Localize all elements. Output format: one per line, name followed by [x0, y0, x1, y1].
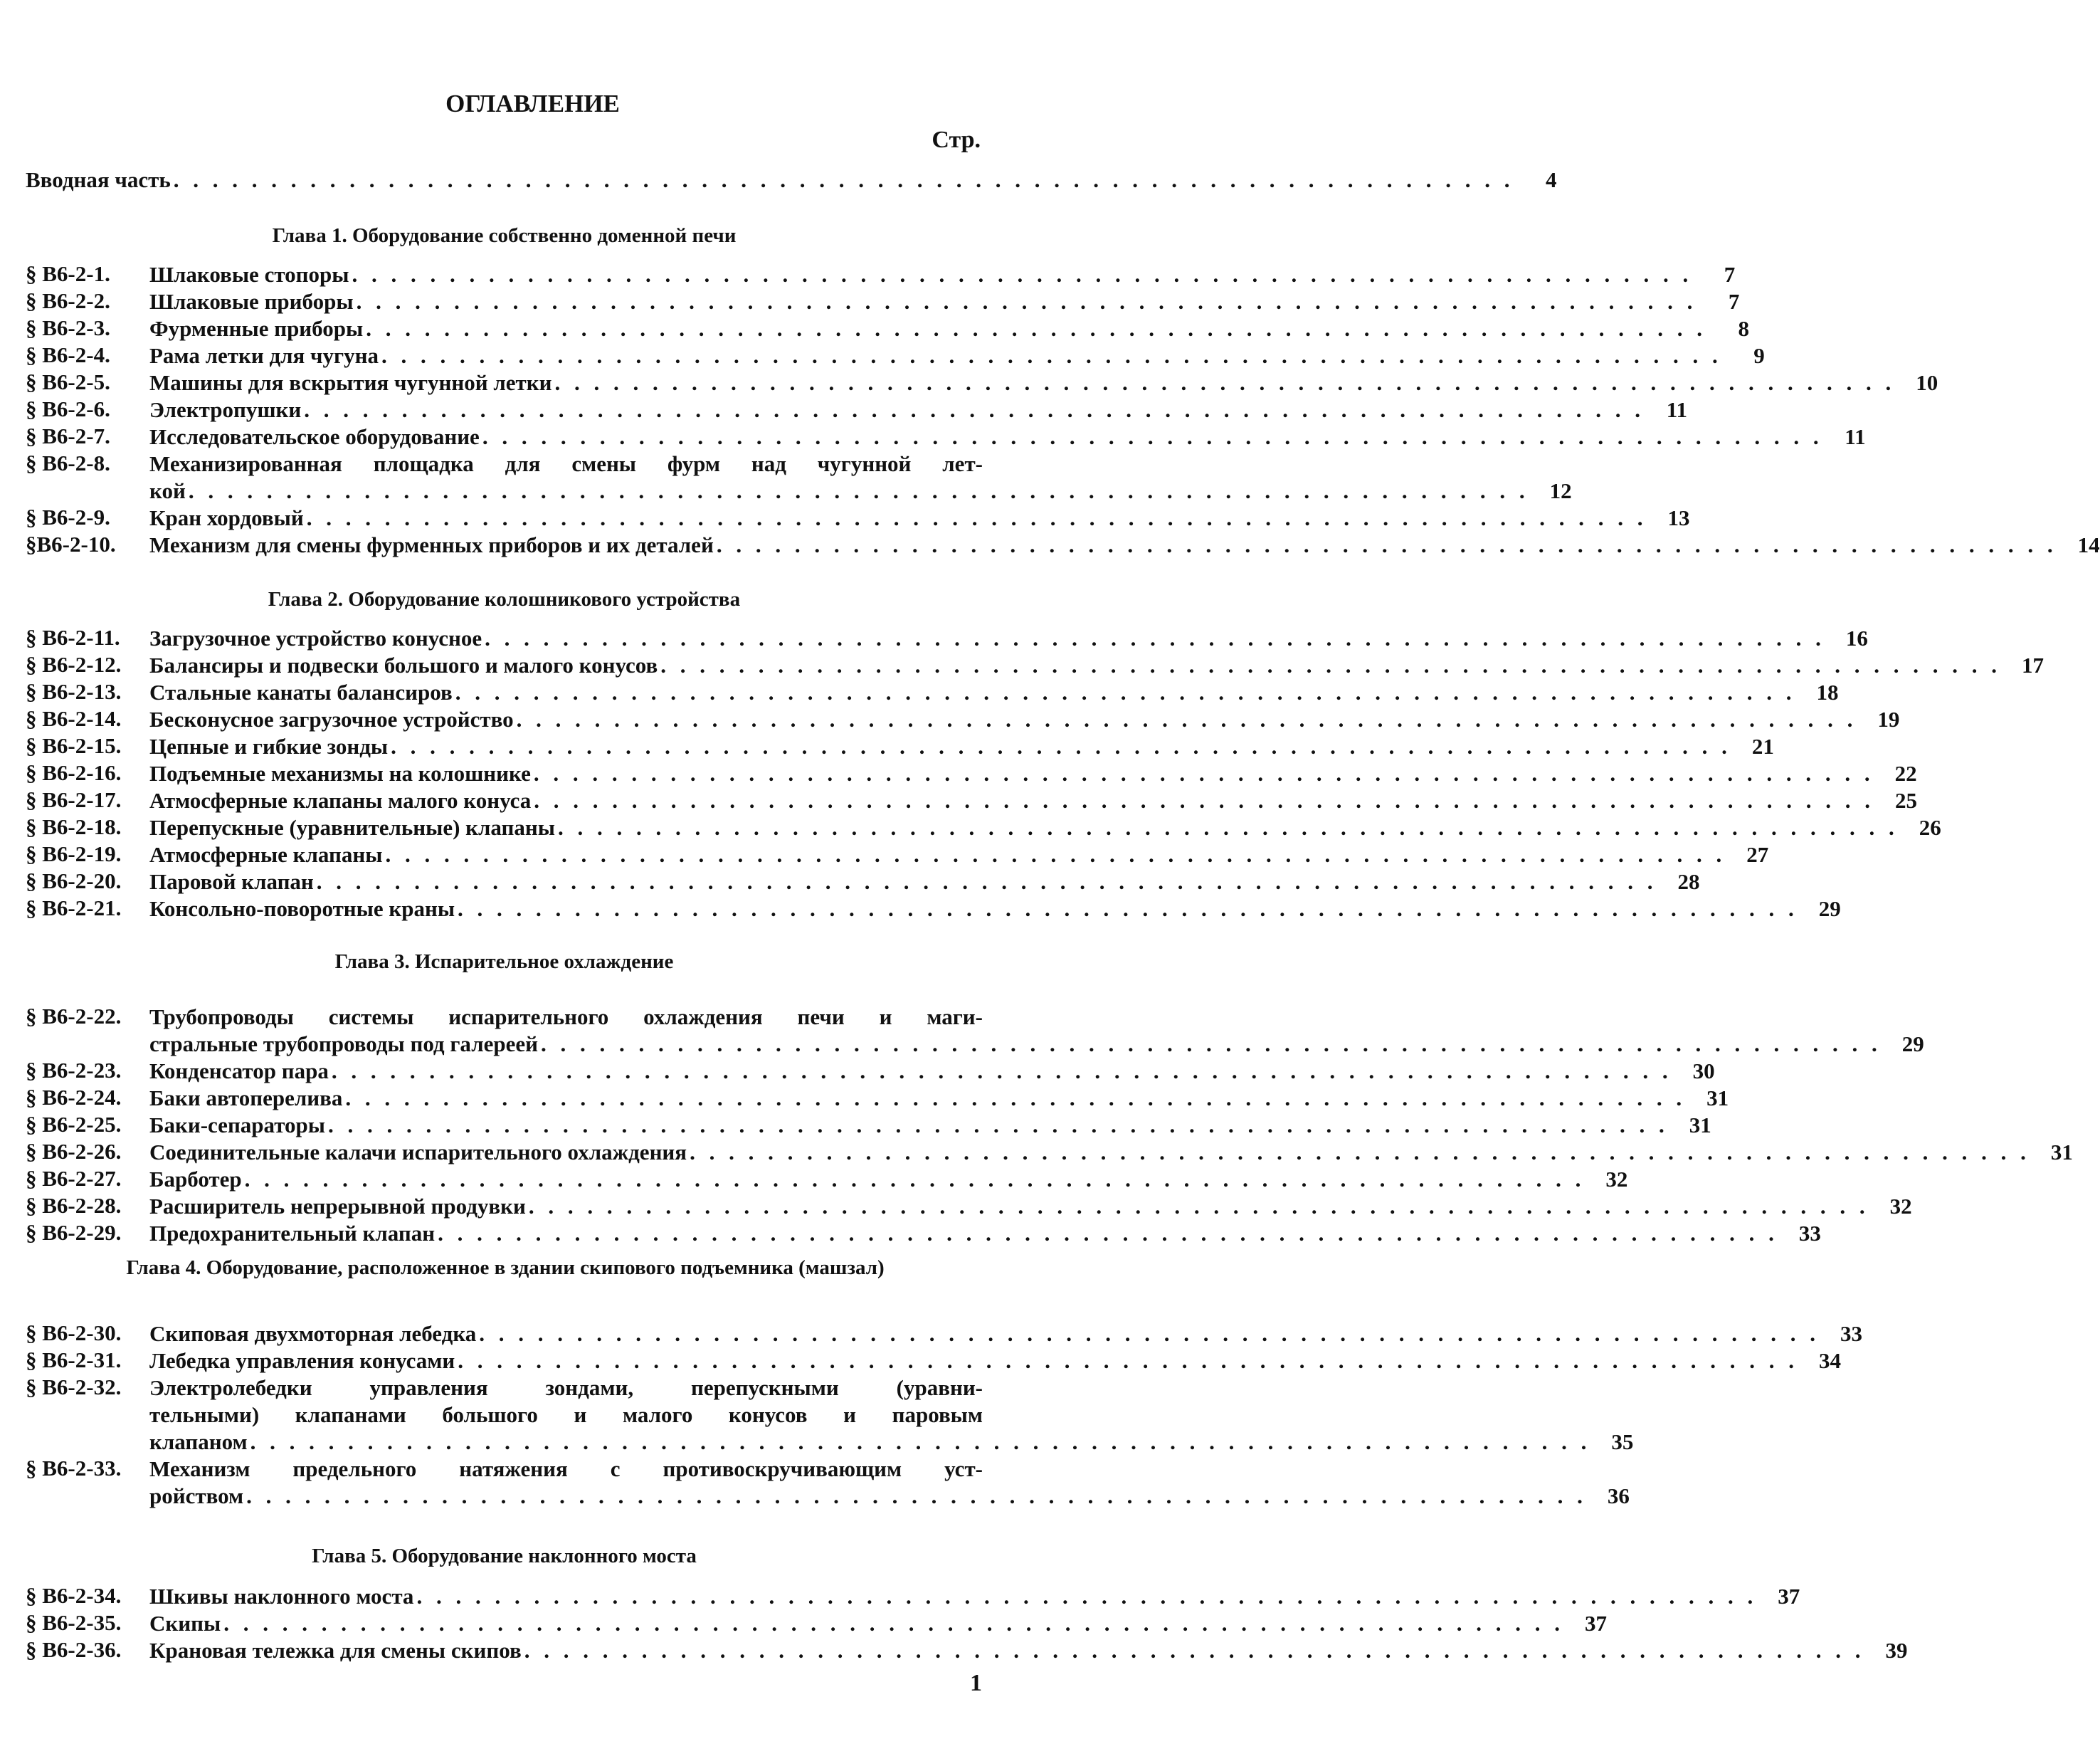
section-number: § В6-2-25.	[26, 1112, 122, 1137]
dot-leader: . . . . . . . . . . . . . . . . . . . . . . . . . . . . . . . . . . . . . . . . . . . . . . . . . . . . . . . . . . . . . . . . . . . . .	[316, 869, 1657, 894]
entry-title: тельными) клапанами большого и малого конусов и паровым	[149, 1402, 983, 1427]
entry-title: Подъемные механизмы на колошнике	[149, 761, 531, 786]
entry-page: 8	[1738, 316, 1749, 341]
entry-page: 21	[1751, 734, 1774, 759]
entry-title: Рама летки для чугуна	[149, 343, 379, 368]
entry-title: Механизм предельного натяжения с противоскручивающим уст-	[149, 1456, 983, 1481]
entry-title: Крановая тележка для смены скипов	[149, 1638, 522, 1663]
section-number: § В6-2-6.	[26, 396, 110, 421]
dot-leader: . . . . . . . . . . . . . . . . . . . . . . . . . . . . . . . . . . . . . . . . . . . . . . . . . . . . . . . . . . . . . . . . . . . . .	[306, 505, 1647, 530]
entry-page: 36	[1607, 1483, 1630, 1508]
entry-title: Механизированная площадка для смены фурм над чугунной лет-	[149, 451, 983, 476]
dot-leader: . . . . . . . . . . . . . . . . . . . . . . . . . . . . . . . . . . . . . . . . . . . . . . . . . . . . . . . . . . . . . . . . . . . . .	[381, 343, 1722, 368]
chapter-heading: Глава 5. Оборудование наклонного моста	[312, 1545, 697, 1567]
dot-leader: . . . . . . . . . . . . . . . . . . . . . . . . . . . . . . . . . . . . . . . . . . . . . . . . . . . . . . . . . . . . . . . . . . . . .	[528, 1194, 1869, 1219]
dot-leader: . . . . . . . . . . . . . . . . . . . . . . . . . . . . . . . . . . . . . . . . . . . . . . . . . . . . . . . . . . . . . . . . . . . . .	[385, 842, 1726, 867]
entry-title: Исследовательское оборудование	[149, 424, 480, 449]
page-number: 1	[970, 1670, 982, 1696]
section-number: § В6-2-22.	[26, 1004, 122, 1029]
entry-title: Баки-сепараторы	[149, 1113, 326, 1137]
entry-title: Электропушки	[149, 397, 302, 422]
section-number: § В6-2-11.	[26, 625, 120, 650]
entry-title: Скиповая двухмоторная лебедка	[149, 1321, 477, 1346]
dot-leader: . . . . . . . . . . . . . . . . . . . . . . . . . . . . . . . . . . . . . . . . . . . . . . . . . . . . . . . . . . . . . . . . . . . . .	[345, 1085, 1687, 1110]
section-number: §В6-2-10.	[26, 532, 116, 557]
dot-leader: . . . . . . . . . . . . . . . . . . . . . . . . . . . . . . . . . . . . . . . . . . . . . . . . . . . . . . . . . . . . . . . . . . . . .	[328, 1113, 1669, 1137]
section-number: § В6-2-9.	[26, 505, 110, 530]
dot-leader: . . . . . . . . . . . . . . . . . . . . . . . . . . . . . . . . . . . . . . . . . . . . . . . . . . . . . . . . . . . . . . . . . . . . .	[356, 289, 1697, 314]
entry-title: Барботер	[149, 1167, 242, 1192]
section-number: § В6-2-27.	[26, 1166, 122, 1191]
section-number: § В6-2-29.	[26, 1220, 122, 1245]
entry-title: Шлаковые стопоры	[149, 262, 349, 287]
entry-title: кой	[149, 478, 186, 503]
dot-leader: . . . . . . . . . . . . . . . . . . . . . . . . . . . . . . . . . . . . . . . . . . . . . . . . . . . . . . . . . . . . . . . . . . . . .	[482, 424, 1823, 449]
dot-leader: . . . . . . . . . . . . . . . . . . . . . . . . . . . . . . . . . . . . . . . . . . . . . . . . . . . . . . . . . . . . . . . . . . . . .	[534, 788, 1875, 813]
dot-leader: . . . . . . . . . . . . . . . . . . . . . . . . . . . . . . . . . . . . . . . . . . . . . . . . . . . . . . . . . . . . . . . . . . . . .	[479, 1321, 1820, 1346]
section-number: § В6-2-17.	[26, 787, 122, 812]
entry-page: 25	[1895, 788, 1918, 813]
section-number: § В6-2-32.	[26, 1374, 122, 1399]
entry-title: Электролебедки управления зондами, перепускными (уравни-	[149, 1375, 983, 1400]
entry-page: 29	[1901, 1031, 1924, 1056]
chapter-heading: Глава 4. Оборудование, расположенное в здании скипового подъемника (машзал)	[126, 1256, 885, 1279]
entry-page: 22	[1894, 761, 1917, 786]
entry-title: Расширитель непрерывной продувки	[149, 1194, 526, 1219]
entry-page: 7	[1724, 262, 1736, 287]
section-number: § В6-2-33.	[26, 1456, 122, 1481]
dot-leader: . . . . . . . . . . . . . . . . . . . . . . . . . . . . . . . . . . . . . . . . . . . . . . . . . . . . . . . . . . . . . . . . . . . . .	[524, 1638, 1865, 1663]
section-number: § В6-2-21.	[26, 895, 122, 920]
entry-title: Цепные и гибкие зонды	[149, 734, 389, 759]
entry-page: 33	[1798, 1221, 1821, 1246]
entry-page: 17	[2021, 653, 2044, 678]
dot-leader: . . . . . . . . . . . . . . . . . . . . . . . . . . . . . . . . . . . . . . . . . . . . . . . . . . . . . . . . . . . . . . . . . . . . .	[366, 316, 1706, 341]
entry-page: 19	[1877, 707, 1900, 732]
dot-leader: . . . . . . . . . . . . . . . . . . . . . . . . . . . . . . . . . . . . . . . . . . . . . . . . . . . . . . . . . . . . . . . . . . . . .	[416, 1584, 1758, 1609]
section-number: § В6-2-36.	[26, 1637, 122, 1662]
dot-leader: . . . . . . . . . . . . . . . . . . . . . . . . . . . . . . . . . . . . . . . . . . . . . . . . . . . . . . . . . . . . . . . . . . . . .	[250, 1429, 1591, 1454]
section-number: § В6-2-35.	[26, 1610, 122, 1635]
entry-page: 7	[1728, 289, 1740, 314]
entry-page: 37	[1778, 1584, 1800, 1609]
entry-title: клапаном	[149, 1429, 248, 1454]
entry-page: 37	[1584, 1611, 1607, 1636]
dot-leader: . . . . . . . . . . . . . . . . . . . . . . . . . . . . . . . . . . . . . . . . . . . . . . . . . . . . . . . . . . . . . . . . . . . . .	[554, 370, 1896, 395]
entry-page: 9	[1753, 343, 1765, 368]
section-number: § В6-2-5.	[26, 369, 110, 394]
entry-page: 34	[1818, 1348, 1841, 1373]
chapter-heading: Глава 1. Оборудование собственно доменной печи	[272, 224, 737, 247]
dot-leader: . . . . . . . . . . . . . . . . . . . . . . . . . . . . . . . . . . . . . . . . . . . . . . . . . . . . . . . . . . . . . . . . . . . . .	[246, 1483, 1587, 1508]
dot-leader: . . . . . . . . . . . . . . . . . . . . . . . . . . . . . . . . . . . . . . . . . . . . . . . . . . . . . . . . . . . . . . . . . . . . .	[485, 626, 1825, 651]
dot-leader: . . . . . . . . . . . . . . . . . . . . . . . . . . . . . . . . . . . . . . . . . . . . . . . . . . . . . . . . . . . . . . . . . . . . .	[716, 532, 2057, 557]
entry-page: 28	[1677, 869, 1700, 894]
entry-title: стральные трубопроводы под галереей	[149, 1031, 538, 1056]
section-number: § В6-2-2.	[26, 288, 110, 313]
section-number: § В6-2-26.	[26, 1139, 122, 1164]
entry-title: Атмосферные клапаны малого конуса	[149, 788, 532, 813]
section-number: § В6-2-14.	[26, 706, 122, 731]
entry-page: 10	[1916, 370, 1938, 395]
dot-leader: . . . . . . . . . . . . . . . . . . . . . . . . . . . . . . . . . . . . . . . . . . . . . . . . . . . . . . . . . . . . . . . . . . . . .	[391, 734, 1731, 759]
dot-leader: . . . . . . . . . . . . . . . . . . . . . . . . . . . . . . . . . . . . . . . . . . . . . . . . . . . . . . . . . . . . . . . . . . . . .	[331, 1058, 1672, 1083]
chapter-heading: Глава 2. Оборудование колошникового устройства	[268, 588, 741, 611]
dot-leader: . . . . . . . . . . . . . . . . . . . . . . . . . . . . . . . . . . . . . . . . . . . . . . . . . . . . . . . . . . . . . . . . . . . . .	[540, 1031, 1882, 1056]
entry-page: 13	[1667, 505, 1690, 530]
entry-page: 39	[1885, 1638, 1908, 1663]
section-number: § В6-2-16.	[26, 760, 122, 785]
section-number: § В6-2-8.	[26, 451, 110, 475]
entry-title: Стальные канаты балансиров	[149, 680, 453, 705]
entry-page: 12	[1549, 478, 1572, 503]
entry-page: 16	[1845, 626, 1868, 651]
dot-leader: . . . . . . . . . . . . . . . . . . . . . . . . . . . . . . . . . . . . . . . . . . . . . . . . . . . . . . . . . . . . . . . . . . . . .	[458, 896, 1798, 921]
entry-page: 31	[1706, 1085, 1729, 1110]
entry-title: Лебедка управления конусами	[149, 1348, 455, 1373]
chapter-heading: Глава 3. Испарительное охлаждение	[334, 950, 674, 973]
entry-title: Кран хордовый	[149, 505, 304, 530]
section-number: § В6-2-3.	[26, 315, 110, 340]
entry-page: 35	[1611, 1429, 1634, 1454]
entry-title: Конденсатор пара	[149, 1058, 329, 1083]
entry-title: Бесконусное загрузочное устройство	[149, 707, 514, 732]
page-title: ОГЛАВЛЕНИЕ	[445, 90, 620, 117]
section-number: § В6-2-13.	[26, 679, 122, 704]
entry-page: 27	[1746, 842, 1769, 867]
page-column-label: Стр.	[932, 127, 981, 153]
section-number: § В6-2-12.	[26, 652, 122, 677]
entry-title: Шлаковые приборы	[149, 289, 354, 314]
dot-leader: . . . . . . . . . . . . . . . . . . . . . . . . . . . . . . . . . . . . . . . . . . . . . . . . . . . . . . . . . . . . . . . . . . . . .	[516, 707, 1857, 732]
entry-title: Балансиры и подвески большого и малого конусов	[149, 653, 658, 678]
dot-leader: . . . . . . . . . . . . . . . . . . . . . . . . . . . . . . . . . . . . . . . . . . . . . . . . . . . . . . . . . . . . . . . . . . . . .	[188, 478, 1529, 503]
dot-leader: . . . . . . . . . . . . . . . . . . . . . . . . . . . . . . . . . . . . . . . . . . . . . . . . . . . . . . . . . . . . . . . . . . . . .	[660, 653, 2001, 678]
section-number: § В6-2-24.	[26, 1085, 122, 1110]
dot-leader: . . . . . . . . . . . . . . . . . . . . . . . . . . . . . . . . . . . . . . . . . . . . . . . . . . . . . . . . . . . . . . . . . . . . .	[352, 262, 1693, 287]
entry-page: 31	[1689, 1113, 1711, 1137]
entry-page: 33	[1840, 1321, 1862, 1346]
entry-title: Консольно-поворотные краны	[149, 896, 455, 921]
entry-page: 11	[1666, 397, 1687, 422]
section-number: § В6-2-19.	[26, 841, 122, 866]
dot-leader: . . . . . . . . . . . . . . . . . . . . . . . . . . . . . . . . . . . . . . . . . . . . . . . . . . . . . . . . . . . . . . . . . . . . .	[690, 1140, 2030, 1164]
entry-title: Паровой клапан	[149, 869, 314, 894]
section-number: § В6-2-30.	[26, 1320, 122, 1345]
entry-page: 14	[2077, 532, 2100, 557]
dot-leader: . . . . . . . . . . . . . . . . . . . . . . . . . . . . . . . . . . . . . . . . . . . . . . . . . . . . . . . . . . . . . . . . . . . . .	[557, 815, 1899, 840]
section-number: § В6-2-18.	[26, 814, 122, 839]
entry-title: Соединительные калачи испарительного охлаждения	[149, 1140, 687, 1164]
entry-title: Шкивы наклонного моста	[149, 1584, 414, 1609]
entry-title: Баки автоперелива	[149, 1085, 343, 1110]
entry-page: 18	[1816, 680, 1839, 705]
section-number: § В6-2-31.	[26, 1347, 122, 1372]
section-number: § В6-2-34.	[26, 1583, 122, 1608]
entry-title: Механизм для смены фурменных приборов и их деталей	[149, 532, 714, 557]
entry-title: Скипы	[149, 1611, 221, 1636]
entry-title: Вводная часть	[26, 167, 171, 192]
entry-page: 26	[1919, 815, 1941, 840]
dot-leader: . . . . . . . . . . . . . . . . . . . . . . . . . . . . . . . . . . . . . . . . . . . . . . . . . . . . . . . . . . . . . . . . . . . . .	[458, 1348, 1798, 1373]
entry-title: Предохранительный клапан	[149, 1221, 436, 1246]
dot-leader: . . . . . . . . . . . . . . . . . . . . . . . . . . . . . . . . . . . . . . . . . . . . . . . . . . . . . . . . . . . . . . . . . . . . .	[173, 167, 1514, 192]
dot-leader: . . . . . . . . . . . . . . . . . . . . . . . . . . . . . . . . . . . . . . . . . . . . . . . . . . . . . . . . . . . . . . . . . . . . .	[533, 761, 1874, 786]
entry-page: 4	[1546, 167, 1557, 192]
dot-leader: . . . . . . . . . . . . . . . . . . . . . . . . . . . . . . . . . . . . . . . . . . . . . . . . . . . . . . . . . . . . . . . . . . . . .	[438, 1221, 1778, 1246]
section-number: § В6-2-1.	[26, 261, 110, 286]
entry-title: Машины для вскрытия чугунной летки	[149, 370, 552, 395]
entry-page: 32	[1605, 1167, 1628, 1192]
entry-title: Перепускные (уравнительные) клапаны	[149, 815, 555, 840]
section-number: § В6-2-20.	[26, 868, 122, 893]
entry-page: 29	[1818, 896, 1841, 921]
section-number: § В6-2-15.	[26, 733, 122, 758]
entry-title: ройством	[149, 1483, 244, 1508]
entry-page: 11	[1845, 424, 1866, 449]
entry-title: Атмосферные клапаны	[149, 842, 383, 867]
section-number: § В6-2-4.	[26, 342, 110, 367]
entry-title: Трубопроводы системы испарительного охлаждения печи и маги-	[149, 1004, 983, 1029]
section-number: § В6-2-28.	[26, 1193, 122, 1218]
entry-title: Фурменные приборы	[149, 316, 364, 341]
entry-page: 32	[1889, 1194, 1912, 1219]
section-number: § В6-2-7.	[26, 424, 110, 448]
dot-leader: . . . . . . . . . . . . . . . . . . . . . . . . . . . . . . . . . . . . . . . . . . . . . . . . . . . . . . . . . . . . . . . . . . . . .	[304, 397, 1645, 422]
entry-page: 31	[2050, 1140, 2073, 1164]
entry-page: 30	[1692, 1058, 1715, 1083]
entry-title: Загрузочное устройство конусное	[149, 626, 482, 651]
dot-leader: . . . . . . . . . . . . . . . . . . . . . . . . . . . . . . . . . . . . . . . . . . . . . . . . . . . . . . . . . . . . . . . . . . . . .	[223, 1611, 1564, 1636]
dot-leader: . . . . . . . . . . . . . . . . . . . . . . . . . . . . . . . . . . . . . . . . . . . . . . . . . . . . . . . . . . . . . . . . . . . . .	[244, 1167, 1585, 1192]
section-number: § В6-2-23.	[26, 1058, 122, 1083]
dot-leader: . . . . . . . . . . . . . . . . . . . . . . . . . . . . . . . . . . . . . . . . . . . . . . . . . . . . . . . . . . . . . . . . . . . . .	[455, 680, 1796, 705]
